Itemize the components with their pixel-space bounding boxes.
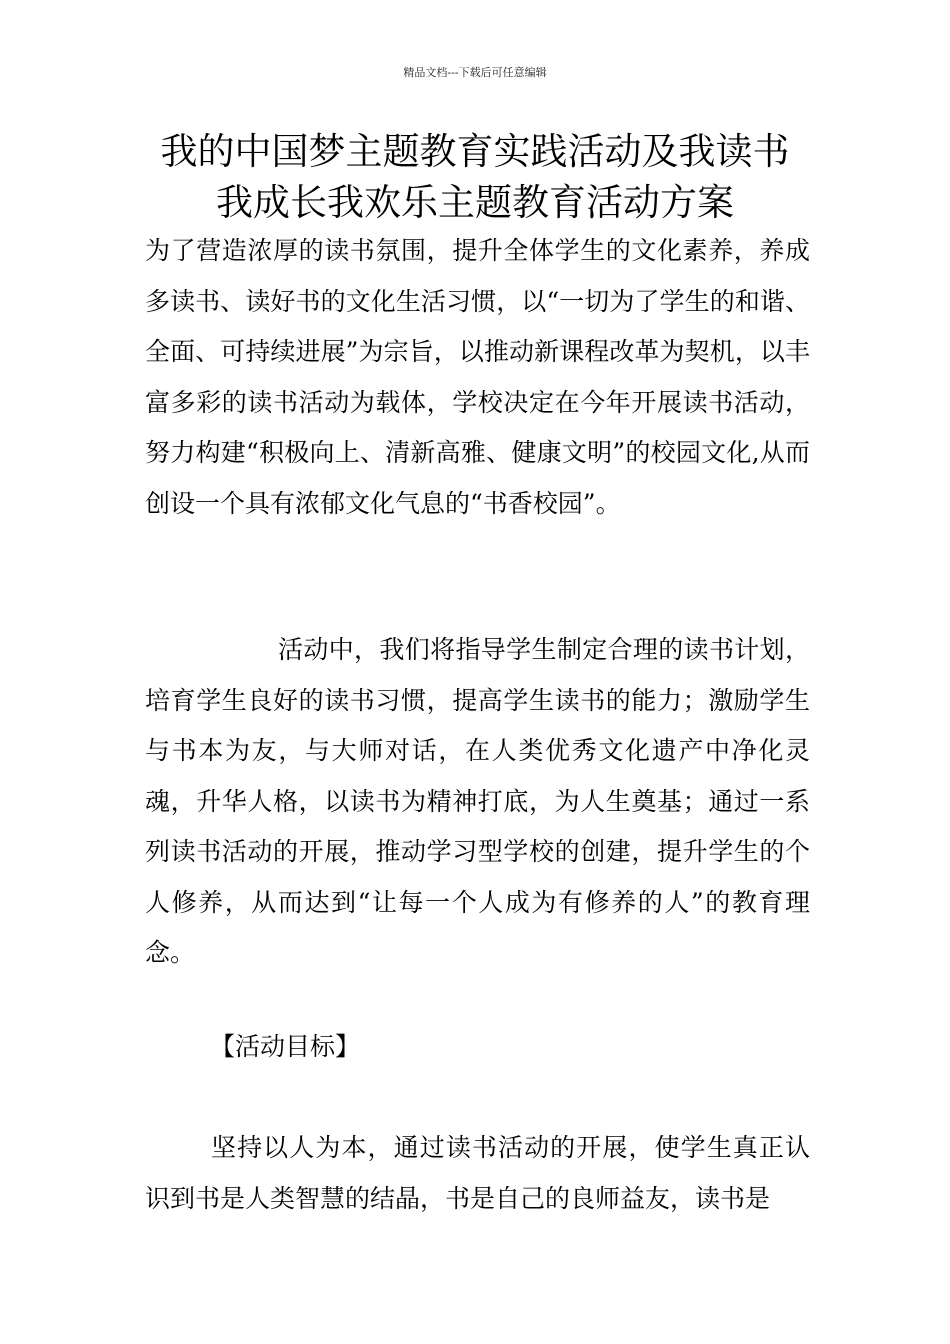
goal-paragraph: 坚持以人为本，通过读书活动的开展，使学生真正认识到书是人类智慧的结晶，书是自己的良师益友，读书是 xyxy=(145,1133,810,1213)
document-title xyxy=(120,126,830,228)
title-line-1: 我的中国梦主题教育实践活动及我读书 xyxy=(160,130,790,173)
activity-paragraph: 活动中，我们将指导学生制定合理的读书计划，培育学生良好的读书习惯，提高学生读书的能力；激励学生与书本为友，与大师对话，在人类优秀文化遗产中净化灵魂，升华人格，以读书为精神打底，为人生奠基；通过一系列读书活动的开展，推动学习型学校的创建，提升学生的个人修养，从而达到“让每一个人成为有修养的人”的教育理念。 xyxy=(145,635,810,967)
intro-paragraph: 为了营造浓厚的读书氛围，提升全体学生的文化素养，养成多读书、读好书的文化生活习惯，以“一切为了学生的和谐、全面、可持续进展”为宗旨，以推动新课程改革为契机，以丰富多彩的读书活动为载体，学校决定在今年开展读书活动，努力构建“积极向上、清新高雅、健康文明”的校园文化,从而创设一个具有浓郁文化气息的“书香校园”。 xyxy=(145,236,810,518)
goal-heading: 【活动目标】 xyxy=(210,1032,361,1061)
title-line-2: 我成长我欢乐主题教育活动方案 xyxy=(216,181,734,224)
header-note: 精品文档---下载后可任意编辑 xyxy=(403,66,547,79)
